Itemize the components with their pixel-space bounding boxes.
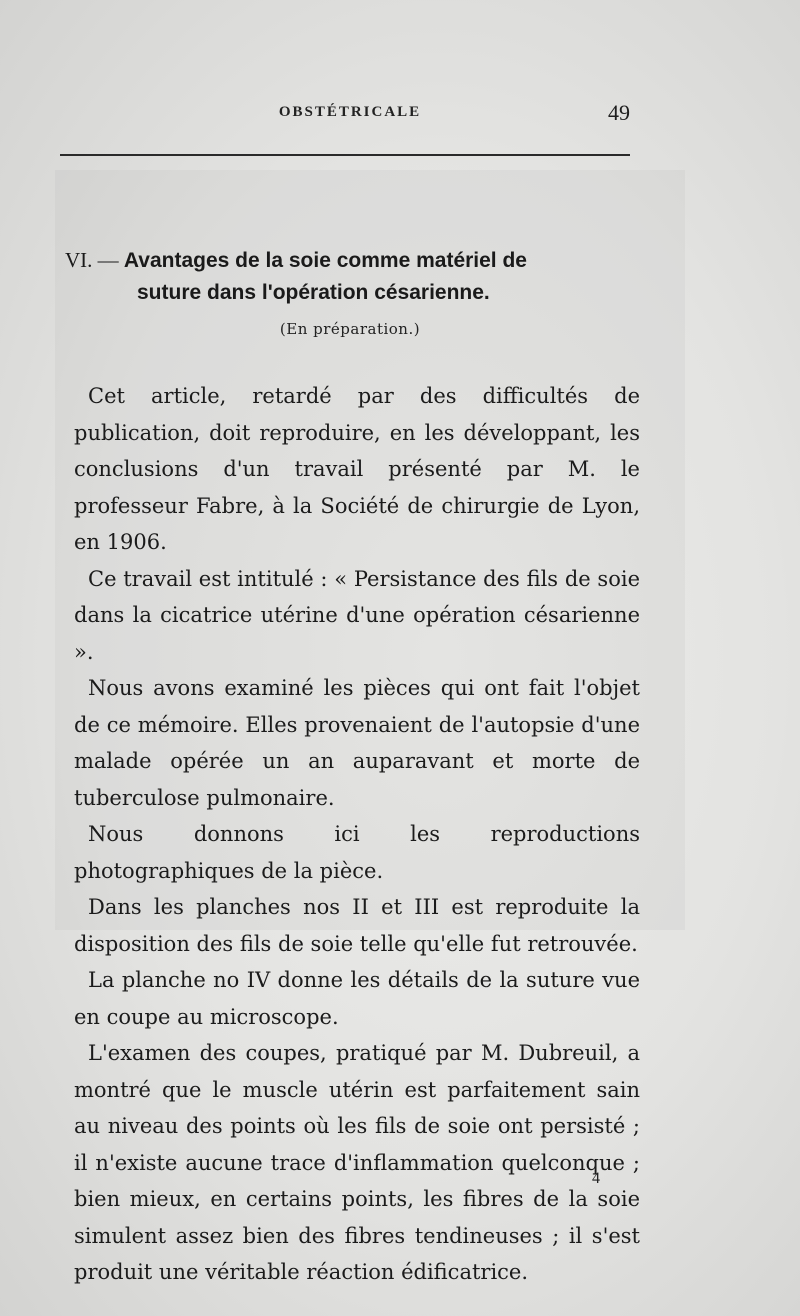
- paragraph: Nous donnons ici les reproductions photographiques de la pièce.: [74, 822, 640, 883]
- section-title-line2: suture dans l'opération césarienne.: [137, 281, 490, 304]
- paragraph: Cet article, retardé par des difficultés de publication, doit reproduire, en les développant, les conclusions d'un travail présenté par M. le professeur Fabre, à la Société de chirurgie de Lyon, en 1906.: [74, 384, 640, 554]
- paragraph: Ce travail est intitulé : « Persistance des fils de soie dans la cicatrice utérine d'une opération césarienne ».: [74, 566, 640, 664]
- header-rule: [60, 154, 630, 156]
- paragraph: Dans les planches nos II et III est reproduite la disposition des fils de soie telle qu'elle fut retrouvée.: [74, 895, 640, 956]
- running-head: [60, 100, 640, 132]
- signature-mark: 4: [592, 1170, 600, 1187]
- publication-status: (En préparation.): [279, 320, 421, 338]
- section-title-line1: Avantages de la soie comme matériel de: [123, 249, 527, 272]
- section-heading: [65, 244, 645, 309]
- paragraph: L'examen des coupes, pratiqué par M. Dubreuil, a montré que le muscle utérin est parfaitement sain au niveau des points où les fils de soie ont persisté ; il n'existe aucune trace d'inflammation quelconque ; bien mieux, en certains points, les fibres de la soie simulent assez bien des fibres tendineuses ; il s'est produit une véritable réaction édificatrice.: [74, 1041, 640, 1284]
- section-number: VI. —: [65, 248, 124, 272]
- body-text: [74, 378, 640, 1291]
- page-number: 49: [608, 100, 630, 125]
- paragraph: Nous avons examiné les pièces qui ont fait l'objet de ce mémoire. Elles provenaient de l'autopsie d'une malade opérée un an auparavant et morte de tuberculose pulmonaire.: [74, 676, 640, 810]
- running-title: OBSTÉTRICALE: [278, 104, 422, 120]
- paragraph: La planche no IV donne les détails de la suture vue en coupe au microscope.: [74, 968, 640, 1029]
